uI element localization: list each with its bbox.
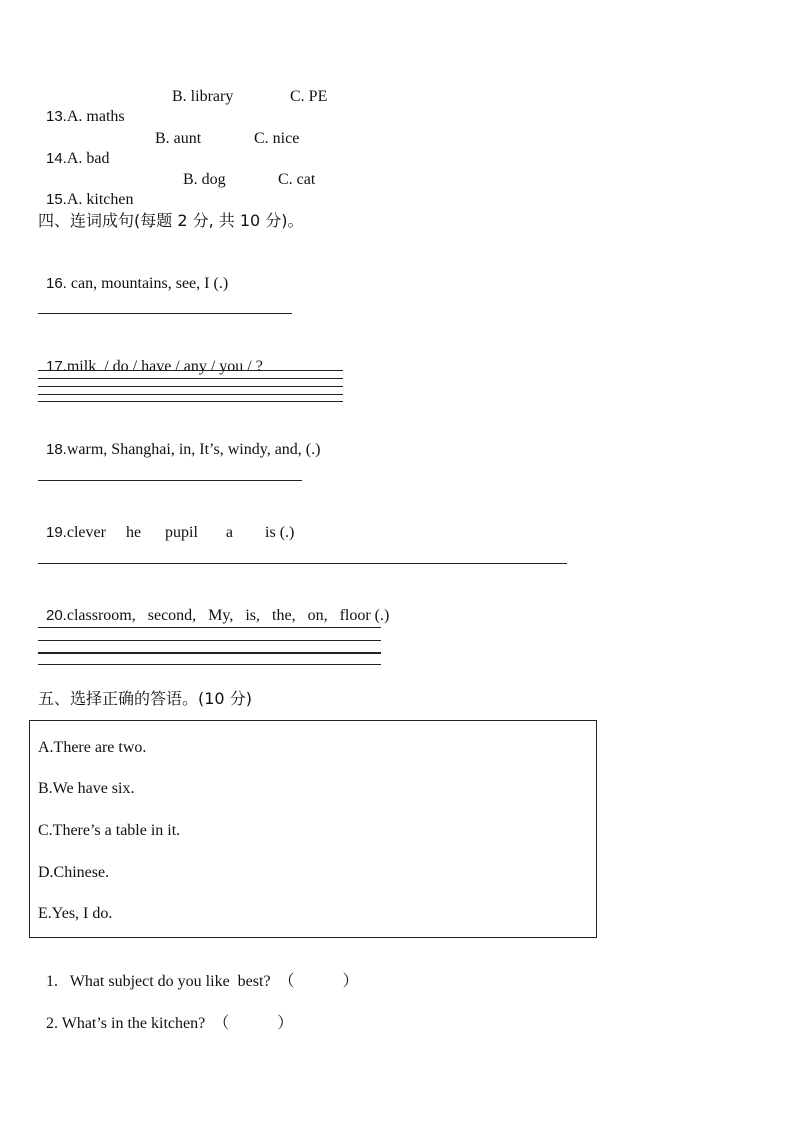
question-text: clever he pupil a is (.) bbox=[66, 524, 295, 541]
option-d: D.Chinese. bbox=[38, 864, 110, 881]
question-13-option-c: C. PE bbox=[290, 88, 328, 105]
question-text: warm, Shanghai, in, It’s, windy, and, (.) bbox=[66, 441, 321, 458]
question-text: What subject do you like best? （ ） bbox=[58, 973, 359, 990]
question-15-option-c: C. cat bbox=[278, 171, 316, 188]
question-18 bbox=[38, 420, 320, 460]
answer-line bbox=[38, 313, 292, 314]
question-14-option-b: B. aunt bbox=[155, 130, 202, 147]
option-b: B.We have six. bbox=[38, 780, 135, 797]
answer-line bbox=[38, 394, 343, 395]
question-number: 1. bbox=[46, 973, 58, 990]
answer-line bbox=[38, 386, 343, 387]
question-13 bbox=[38, 87, 125, 127]
answer-line bbox=[38, 370, 343, 371]
question-number: 19. bbox=[46, 524, 67, 541]
answer-line bbox=[38, 652, 381, 654]
question-text: classroom, second, My, is, the, on, floor (.) bbox=[66, 607, 390, 624]
question-14 bbox=[38, 129, 110, 169]
question-text: What’s in the kitchen? （ ） bbox=[58, 1015, 294, 1032]
answer-line bbox=[38, 378, 343, 379]
question-5-2 bbox=[38, 994, 293, 1034]
question-15-option-b: B. dog bbox=[183, 171, 226, 188]
option-c: C.There’s a table in it. bbox=[38, 822, 181, 839]
question-number: 17. bbox=[46, 358, 67, 375]
question-15 bbox=[38, 170, 134, 210]
question-19 bbox=[38, 503, 294, 543]
question-number: 13. bbox=[46, 108, 67, 125]
question-number: 20. bbox=[46, 607, 67, 624]
question-number: 18. bbox=[46, 441, 67, 458]
question-text: milk / do / have / any / you / ? bbox=[66, 358, 263, 375]
question-5-1 bbox=[38, 952, 359, 992]
answer-line bbox=[38, 664, 381, 665]
answer-line bbox=[38, 480, 302, 481]
question-text: can, mountains, see, I (.) bbox=[66, 275, 229, 292]
question-number: 16. bbox=[46, 275, 67, 292]
answer-line bbox=[38, 563, 567, 564]
answer-line bbox=[38, 640, 381, 641]
question-16 bbox=[38, 254, 228, 294]
question-number: 15. bbox=[46, 191, 67, 208]
section-5-title: 五、选择正确的答语。(10 分) bbox=[38, 689, 252, 708]
question-13-option-b: B. library bbox=[172, 88, 234, 105]
section-4-title: 四、连词成句(每题 2 分, 共 10 分)。 bbox=[38, 211, 304, 230]
question-number: 2. bbox=[46, 1015, 58, 1032]
question-14-option-c: C. nice bbox=[254, 130, 300, 147]
option-a: A. maths bbox=[66, 108, 125, 125]
option-e: E.Yes, I do. bbox=[38, 905, 113, 922]
question-number: 14. bbox=[46, 150, 67, 167]
answer-line bbox=[38, 627, 381, 628]
answer-line bbox=[38, 401, 343, 402]
question-17 bbox=[38, 337, 263, 377]
option-a: A. bad bbox=[66, 150, 110, 167]
question-20 bbox=[38, 586, 389, 626]
option-a: A. kitchen bbox=[66, 191, 134, 208]
option-a: A.There are two. bbox=[38, 739, 147, 756]
